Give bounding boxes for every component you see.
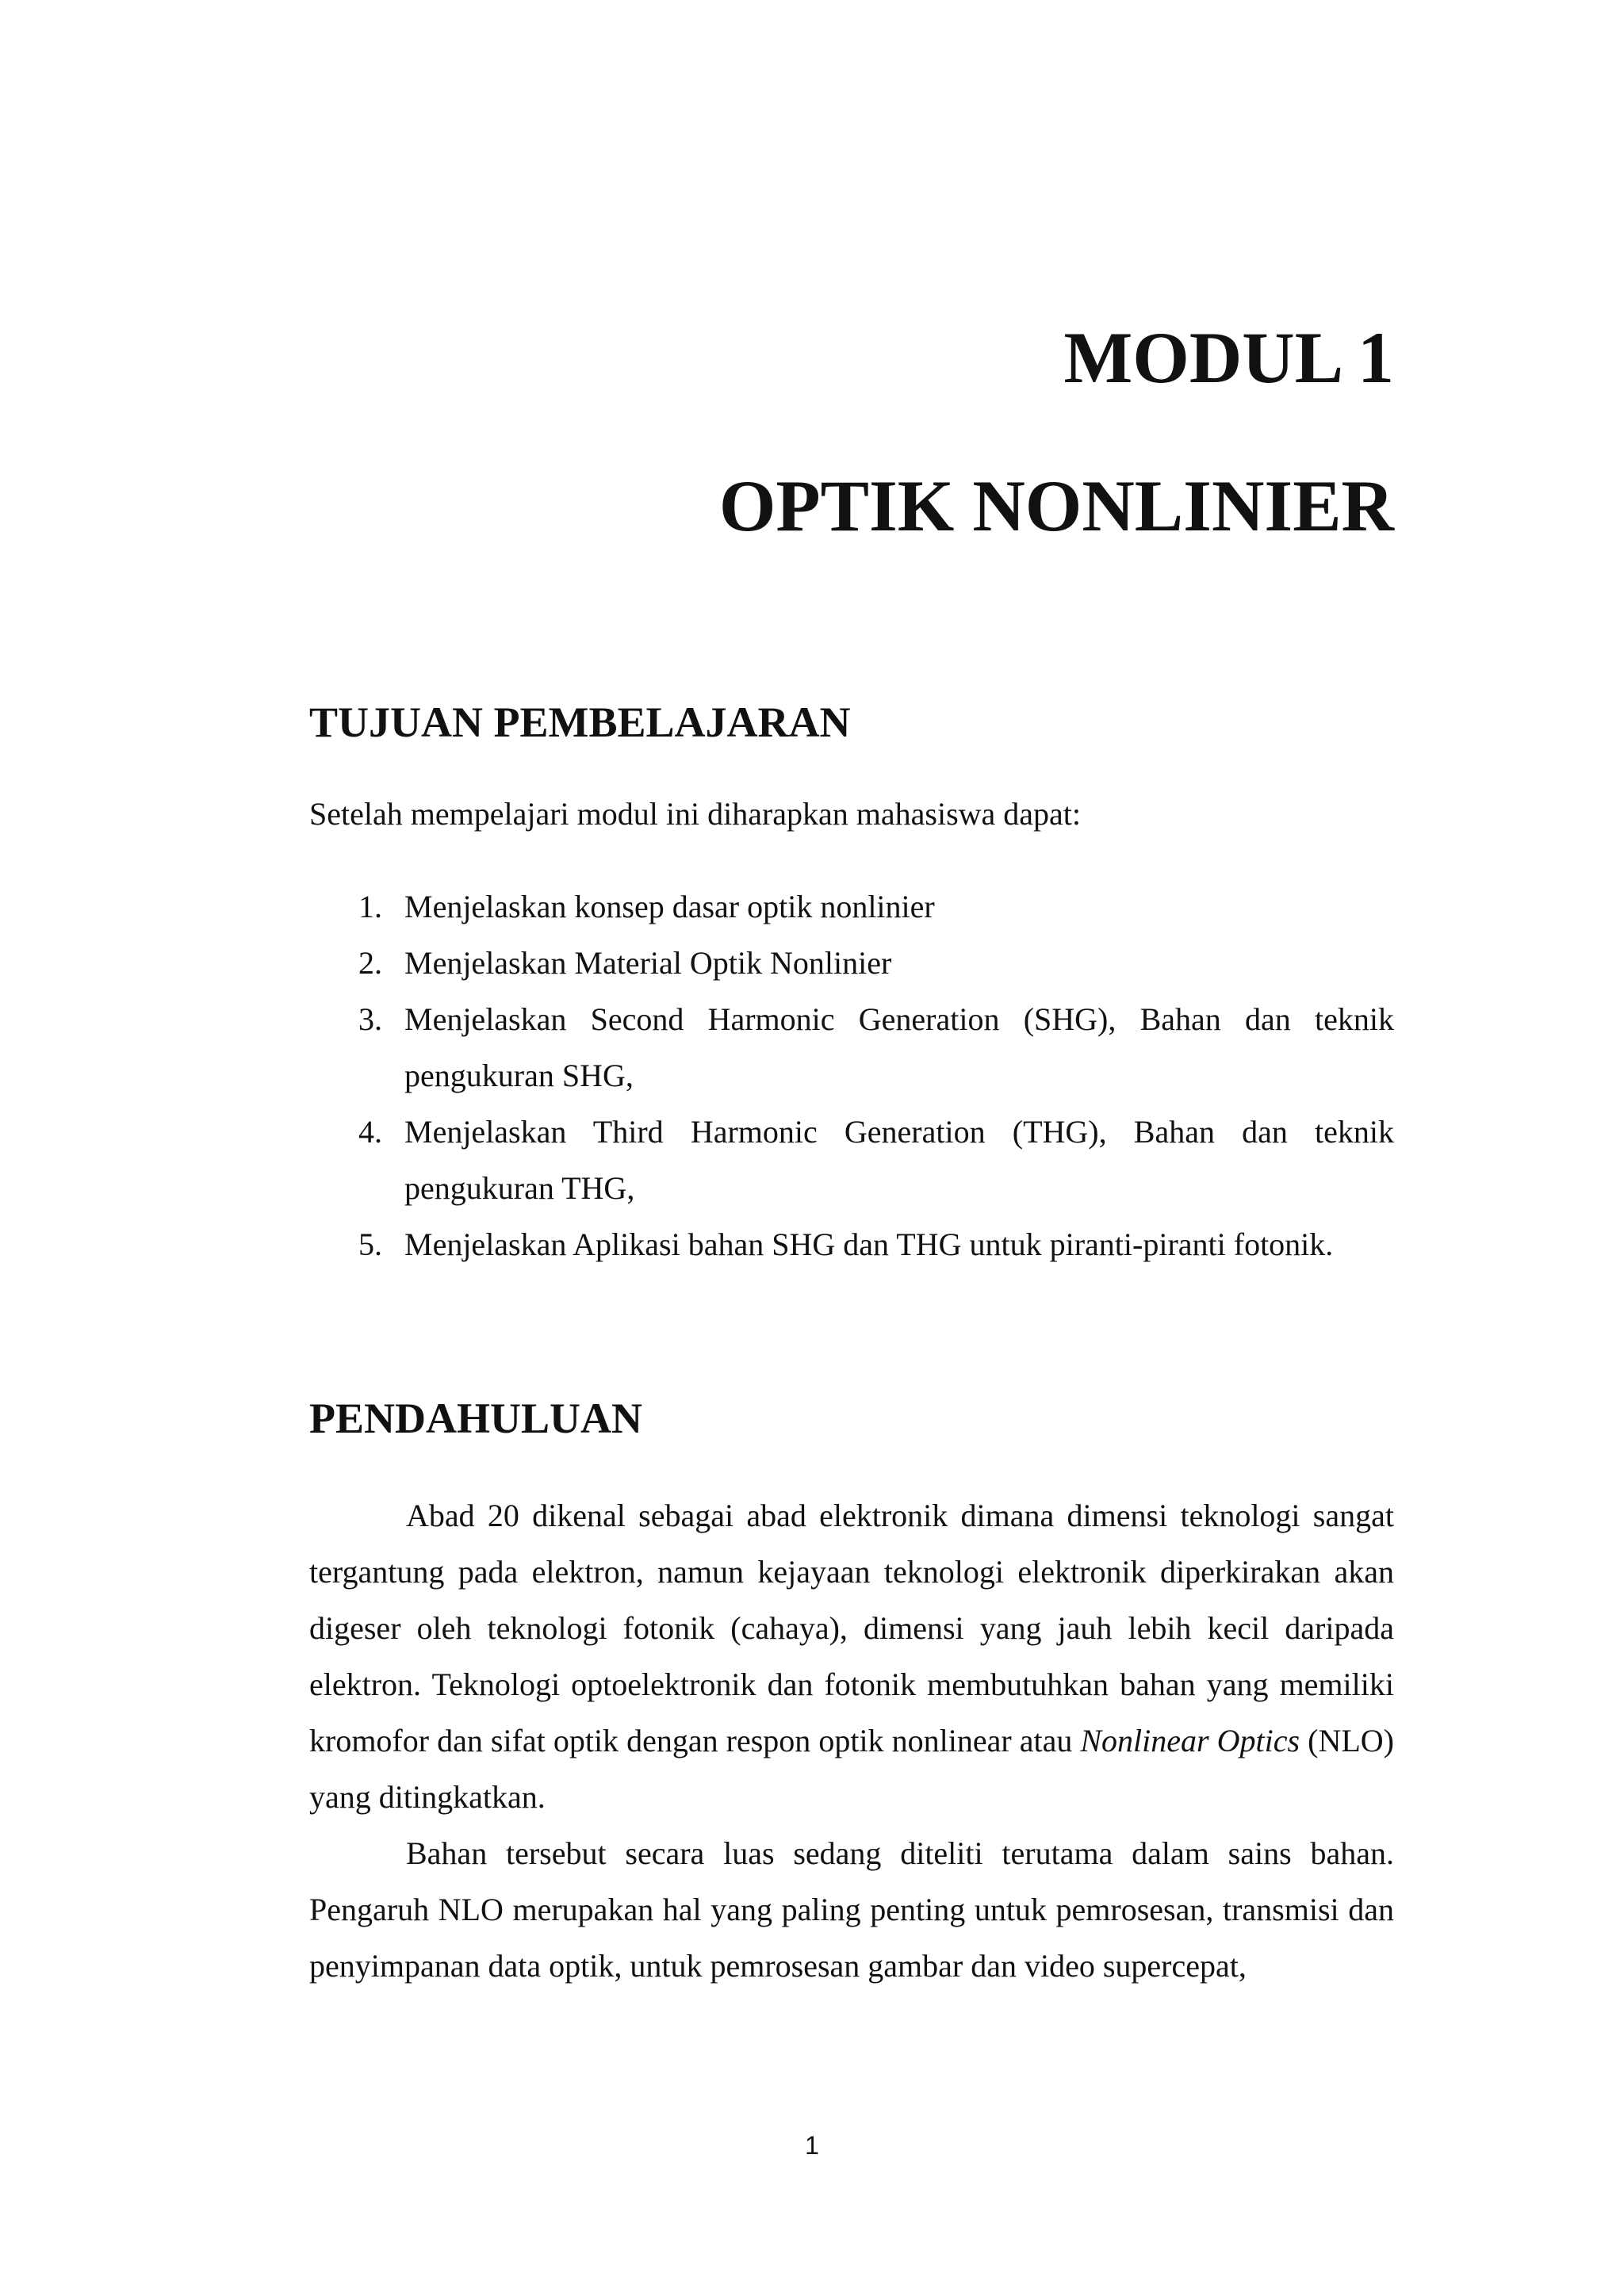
- objectives-heading: TUJUAN PEMBELAJARAN: [309, 698, 851, 746]
- list-item-number: 4.: [358, 1114, 382, 1150]
- list-item-text: Menjelaskan Second Harmonic Generation (SHG), Bahan dan teknik pengukuran SHG,: [404, 1001, 1394, 1093]
- intro-heading: PENDAHULUAN: [309, 1395, 643, 1442]
- list-item: [309, 878, 1394, 935]
- intro-body: [309, 1487, 1394, 1994]
- list-item-number: 1.: [358, 889, 382, 924]
- intro-p1-tail: (NLO) yang ditingkatkan.: [309, 1723, 1394, 1815]
- list-item: [309, 991, 1394, 1104]
- chapter-title: OPTIK NONLINIER: [718, 465, 1394, 546]
- intro-p1-text: Abad 20 dikenal sebagai abad elektronik dimana dimensi teknologi sangat tergantung pada elektron, namun kejayaan teknologi elektronik diperkirakan akan digeser oleh teknologi fotonik (cahaya), dimensi yang jauh lebih kecil daripada elektron. Teknologi optoelektronik dan fotonik membutuhkan bahan yang memiliki kromofor dan sifat optik dengan respon optik nonlinear atau: [309, 1498, 1394, 1758]
- page-number: 1: [805, 2131, 819, 2160]
- list-item-text: Menjelaskan Aplikasi bahan SHG dan THG untuk piranti-piranti fotonik.: [404, 1226, 1334, 1262]
- intro-paragraph-2: Bahan tersebut secara luas sedang diteliti terutama dalam sains bahan. Pengaruh NLO merupakan hal yang paling penting untuk pemrosesan, transmisi dan penyimpanan data optik, untuk pemrosesan gambar dan video supercepat,: [309, 1835, 1394, 1984]
- list-item: [309, 935, 1394, 991]
- list-item-number: 3.: [358, 1001, 382, 1037]
- list-item: [309, 1104, 1394, 1216]
- objectives-list: [309, 878, 1394, 1272]
- list-item: [309, 1216, 1394, 1272]
- module-title: MODUL 1: [1063, 317, 1394, 398]
- list-item-text: Menjelaskan Third Harmonic Generation (THG), Bahan dan teknik pengukuran THG,: [404, 1114, 1394, 1206]
- intro-p1-italic: Nonlinear Optics: [1080, 1723, 1300, 1758]
- list-item-text: Menjelaskan Material Optik Nonlinier: [404, 945, 892, 981]
- objectives-lead: Setelah mempelajari modul ini diharapkan mahasiswa dapat:: [309, 796, 1082, 832]
- intro-paragraph-1: [309, 1487, 1394, 1825]
- list-item-text: Menjelaskan konsep dasar optik nonlinier: [404, 889, 935, 924]
- list-item-number: 2.: [358, 945, 382, 981]
- list-item-number: 5.: [358, 1226, 382, 1262]
